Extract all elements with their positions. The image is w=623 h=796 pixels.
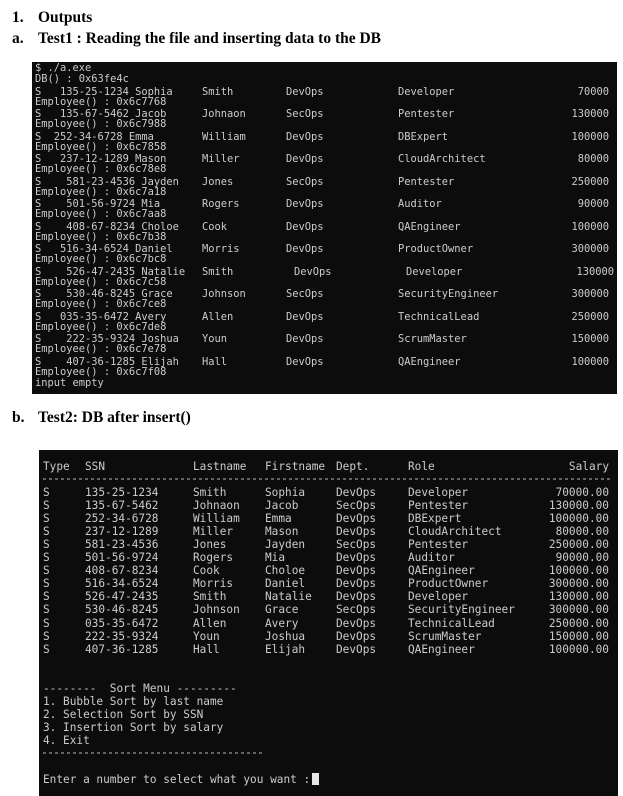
header-role: Role: [408, 460, 435, 473]
record-lastname: Jones: [202, 175, 234, 188]
header-ssn: SSN: [85, 460, 106, 473]
row-salary: 90000.00: [555, 551, 609, 565]
record-salary: 300000: [571, 243, 609, 255]
record-salary: 80000: [577, 153, 609, 165]
sort-menu-option: 1. Bubble Sort by last name: [43, 695, 224, 708]
row-salary: 70000.00: [555, 486, 609, 499]
record-prefix: S 135-67-5462 Jacob: [35, 108, 167, 120]
record-salary: 100000: [571, 130, 609, 143]
record-prefix: S 408-67-8234 Choloe: [35, 220, 179, 233]
record-lastname: Smith: [202, 265, 234, 278]
header-lastname: Lastname: [193, 460, 247, 473]
row-dept: DevOps: [336, 512, 377, 526]
terminal-test2: [39, 450, 618, 796]
row-dept: DevOps: [336, 616, 377, 630]
record-role: Pentester: [398, 175, 455, 188]
record-salary: 90000: [577, 198, 609, 210]
db-constructor-line: DB() : 0x63fe4c: [35, 73, 129, 86]
record-role: CloudArchitect: [398, 153, 486, 165]
employee-constructor-line: Employee() : 0x6c7e78: [35, 343, 167, 356]
employee-constructor-line: Employee() : 0x6c7ce8: [35, 298, 167, 311]
row-role: ProductOwner: [408, 577, 489, 591]
row-ssn: 526-47-2435: [85, 590, 159, 604]
row-lastname: Rogers: [193, 551, 234, 565]
record-dept: DevOps: [286, 333, 324, 345]
command-line: $ ./a.exe: [35, 62, 92, 74]
record-salary: 150000: [571, 333, 609, 345]
row-role: Developer: [408, 590, 469, 604]
row-type: S: [43, 564, 50, 578]
record-role: QAEngineer: [398, 220, 461, 233]
row-ssn: 407-36-1285: [85, 642, 159, 656]
record-dept: DevOps: [286, 310, 324, 323]
row-role: SecurityEngineer: [408, 603, 515, 617]
record-dept: SecOps: [286, 288, 324, 300]
record-dept: DevOps: [286, 220, 324, 233]
record-prefix: S 035-35-6472 Avery: [35, 310, 167, 323]
row-dept: DevOps: [336, 486, 377, 499]
row-type: S: [43, 590, 50, 604]
record-dept: DevOps: [286, 85, 324, 98]
record-prefix: S 222-35-9324 Joshua: [35, 333, 179, 345]
row-type: S: [43, 577, 50, 591]
row-salary: 80000.00: [555, 525, 609, 539]
row-type: S: [43, 629, 50, 643]
row-lastname: Smith: [193, 486, 227, 499]
row-ssn: 222-35-9324: [85, 629, 159, 643]
record-salary: 300000: [571, 288, 609, 300]
record-prefix: S 252-34-6728 Emma: [35, 130, 154, 143]
row-dept: DevOps: [336, 564, 377, 578]
prompt-line: [43, 773, 319, 786]
row-firstname: Emma: [265, 512, 292, 526]
row-lastname: Hall: [193, 642, 220, 656]
row-ssn: 408-67-8234: [85, 564, 159, 578]
row-lastname: Johnson: [193, 603, 240, 617]
row-role: Pentester: [408, 538, 469, 552]
terminal-test1: [32, 62, 617, 394]
row-type: S: [43, 603, 50, 617]
header-separator: [43, 478, 613, 481]
record-dept: DevOps: [286, 243, 324, 255]
row-lastname: Youn: [193, 629, 220, 643]
prompt-text: Enter a number to select what you want :: [43, 773, 311, 786]
row-lastname: Morris: [193, 577, 234, 591]
row-lastname: Smith: [193, 590, 227, 604]
row-dept: DevOps: [336, 642, 377, 656]
employee-constructor-line: Employee() : 0x6c7b38: [35, 230, 167, 243]
row-lastname: Allen: [193, 616, 227, 630]
record-salary: 70000: [577, 85, 609, 98]
row-salary: 130000.00: [548, 499, 609, 513]
row-ssn: 516-34-6524: [85, 577, 159, 591]
heading-letter: a.: [12, 30, 24, 47]
row-type: S: [43, 486, 50, 499]
record-role: SecurityEngineer: [398, 288, 499, 300]
row-lastname: Miller: [193, 525, 234, 539]
record-role: Auditor: [398, 198, 442, 210]
row-firstname: Natalie: [265, 590, 312, 604]
row-lastname: Cook: [193, 564, 220, 578]
record-lastname: Allen: [202, 310, 234, 323]
row-firstname: Elijah: [265, 642, 306, 656]
row-firstname: Mia: [265, 551, 286, 565]
row-ssn: 530-46-8245: [85, 603, 159, 617]
row-salary: 300000.00: [548, 603, 609, 617]
row-firstname: Jacob: [265, 499, 299, 513]
row-role: DBExpert: [408, 512, 462, 526]
header-firstname: Firstname: [265, 460, 326, 473]
record-dept: DevOps: [286, 130, 324, 143]
heading-text: Outputs: [38, 9, 93, 26]
record-lastname: Rogers: [202, 198, 240, 210]
row-firstname: Joshua: [265, 629, 306, 643]
row-ssn: 581-23-4536: [85, 538, 159, 552]
employee-constructor-line: Employee() : 0x6c7c58: [35, 275, 167, 288]
text-cursor[interactable]: [312, 773, 319, 785]
record-prefix: S 135-25-1234 Sophia: [35, 85, 173, 98]
row-role: Pentester: [408, 499, 469, 513]
record-lastname: Hall: [202, 355, 228, 368]
record-role: Developer: [398, 85, 455, 98]
employee-constructor-line: Employee() : 0x6c7a18: [35, 185, 167, 198]
heading-text: Test2: DB after insert(): [38, 409, 191, 426]
employee-constructor-line: Employee() : 0x6c7988: [35, 118, 167, 131]
record-salary: 130000: [576, 265, 614, 278]
heading-test1: [12, 30, 381, 48]
record-role: ProductOwner: [398, 243, 474, 255]
row-dept: SecOps: [336, 538, 377, 552]
row-firstname: Choloe: [265, 564, 306, 578]
record-dept: SecOps: [286, 108, 324, 120]
record-dept: DevOps: [294, 265, 332, 278]
record-prefix: S 526-47-2435 Natalie: [35, 265, 186, 278]
record-lastname: Smith: [202, 85, 234, 98]
row-role: Auditor: [408, 551, 455, 565]
row-dept: DevOps: [336, 577, 377, 591]
employee-constructor-line: Employee() : 0x6c78e8: [35, 163, 167, 176]
sort-menu-title: -------- Sort Menu ---------: [43, 682, 237, 695]
row-ssn: 501-56-9724: [85, 551, 159, 565]
sort-menu-option: 3. Insertion Sort by salary: [43, 721, 224, 734]
record-prefix: S 237-12-1289 Mason: [35, 153, 167, 165]
row-firstname: Avery: [265, 616, 299, 630]
row-type: S: [43, 538, 50, 552]
sort-menu-option: 2. Selection Sort by SSN: [43, 708, 204, 721]
row-type: S: [43, 512, 50, 526]
record-role: Pentester: [398, 108, 455, 120]
record-prefix: S 407-36-1285 Elijah: [35, 355, 179, 368]
row-firstname: Mason: [265, 525, 299, 539]
row-dept: SecOps: [336, 499, 377, 513]
record-lastname: Miller: [202, 153, 240, 165]
input-empty-line: input empty: [35, 377, 104, 389]
record-role: ScrumMaster: [398, 333, 467, 345]
menu-separator: [43, 752, 273, 755]
row-type: S: [43, 616, 50, 630]
row-dept: DevOps: [336, 590, 377, 604]
heading-number: 1.: [12, 9, 24, 26]
heading-letter: b.: [12, 409, 25, 426]
row-type: S: [43, 642, 50, 656]
row-ssn: 135-25-1234: [85, 486, 159, 499]
record-dept: DevOps: [286, 355, 324, 368]
record-prefix: S 501-56-9724 Mia: [35, 198, 161, 210]
row-role: ScrumMaster: [408, 629, 482, 643]
record-lastname: William: [202, 130, 246, 143]
row-firstname: Sophia: [265, 486, 306, 499]
row-type: S: [43, 499, 50, 513]
row-salary: 100000.00: [548, 642, 609, 656]
row-role: TechnicalLead: [408, 616, 495, 630]
row-lastname: William: [193, 512, 240, 526]
record-dept: DevOps: [286, 153, 324, 165]
record-prefix: S 516-34-6524 Daniel: [35, 243, 173, 255]
row-salary: 100000.00: [548, 564, 609, 578]
heading-text: Test1 : Reading the file and inserting data to the DB: [38, 30, 382, 47]
row-role: QAEngineer: [408, 564, 475, 578]
heading-outputs: [12, 9, 92, 27]
record-prefix: S 530-46-8245 Grace: [35, 288, 173, 300]
row-ssn: 252-34-6728: [85, 512, 159, 526]
row-salary: 250000.00: [548, 538, 609, 552]
record-role: DBExpert: [398, 130, 449, 143]
row-role: QAEngineer: [408, 642, 475, 656]
employee-constructor-line: Employee() : 0x6c7aa8: [35, 208, 167, 221]
record-salary: 250000: [571, 175, 609, 188]
row-lastname: Jones: [193, 538, 227, 552]
row-role: CloudArchitect: [408, 525, 502, 539]
row-dept: DevOps: [336, 629, 377, 643]
row-type: S: [43, 551, 50, 565]
row-firstname: Jayden: [265, 538, 306, 552]
employee-constructor-line: Employee() : 0x6c7de8: [35, 320, 167, 333]
record-lastname: Morris: [202, 243, 240, 255]
employee-constructor-line: Employee() : 0x6c7768: [35, 95, 167, 108]
row-ssn: 035-35-6472: [85, 616, 159, 630]
row-type: S: [43, 525, 50, 539]
record-lastname: Youn: [202, 333, 228, 345]
record-role: QAEngineer: [398, 355, 461, 368]
row-dept: DevOps: [336, 525, 377, 539]
record-salary: 100000: [571, 220, 609, 233]
row-firstname: Grace: [265, 603, 299, 617]
record-salary: 250000: [571, 310, 609, 323]
sort-menu-option: 4. Exit: [43, 734, 90, 747]
heading-test2: [12, 409, 191, 427]
header-type: Type: [43, 460, 70, 473]
record-salary: 130000: [571, 108, 609, 120]
record-role: TechnicalLead: [398, 310, 480, 323]
record-prefix: S 581-23-4536 Jayden: [35, 175, 179, 188]
employee-constructor-line: Employee() : 0x6c7f08: [35, 365, 167, 378]
header-dept: Dept.: [336, 460, 370, 473]
row-firstname: Daniel: [265, 577, 306, 591]
record-salary: 100000: [571, 355, 609, 368]
record-lastname: Cook: [202, 220, 228, 233]
row-salary: 100000.00: [548, 512, 609, 526]
record-role: Developer: [406, 265, 463, 278]
record-dept: DevOps: [286, 198, 324, 210]
record-lastname: Johnaon: [202, 108, 246, 120]
row-dept: SecOps: [336, 603, 377, 617]
header-salary: Salary: [568, 460, 609, 473]
record-lastname: Johnson: [202, 288, 246, 300]
row-ssn: 135-67-5462: [85, 499, 159, 513]
record-dept: SecOps: [286, 175, 324, 188]
row-dept: DevOps: [336, 551, 377, 565]
row-salary: 130000.00: [548, 590, 609, 604]
employee-constructor-line: Employee() : 0x6c7bc8: [35, 253, 167, 266]
row-lastname: Johnaon: [193, 499, 240, 513]
row-salary: 150000.00: [548, 629, 609, 643]
row-ssn: 237-12-1289: [85, 525, 159, 539]
row-salary: 250000.00: [548, 616, 609, 630]
row-salary: 300000.00: [548, 577, 609, 591]
row-role: Developer: [408, 486, 469, 499]
employee-constructor-line: Employee() : 0x6c7858: [35, 140, 167, 153]
